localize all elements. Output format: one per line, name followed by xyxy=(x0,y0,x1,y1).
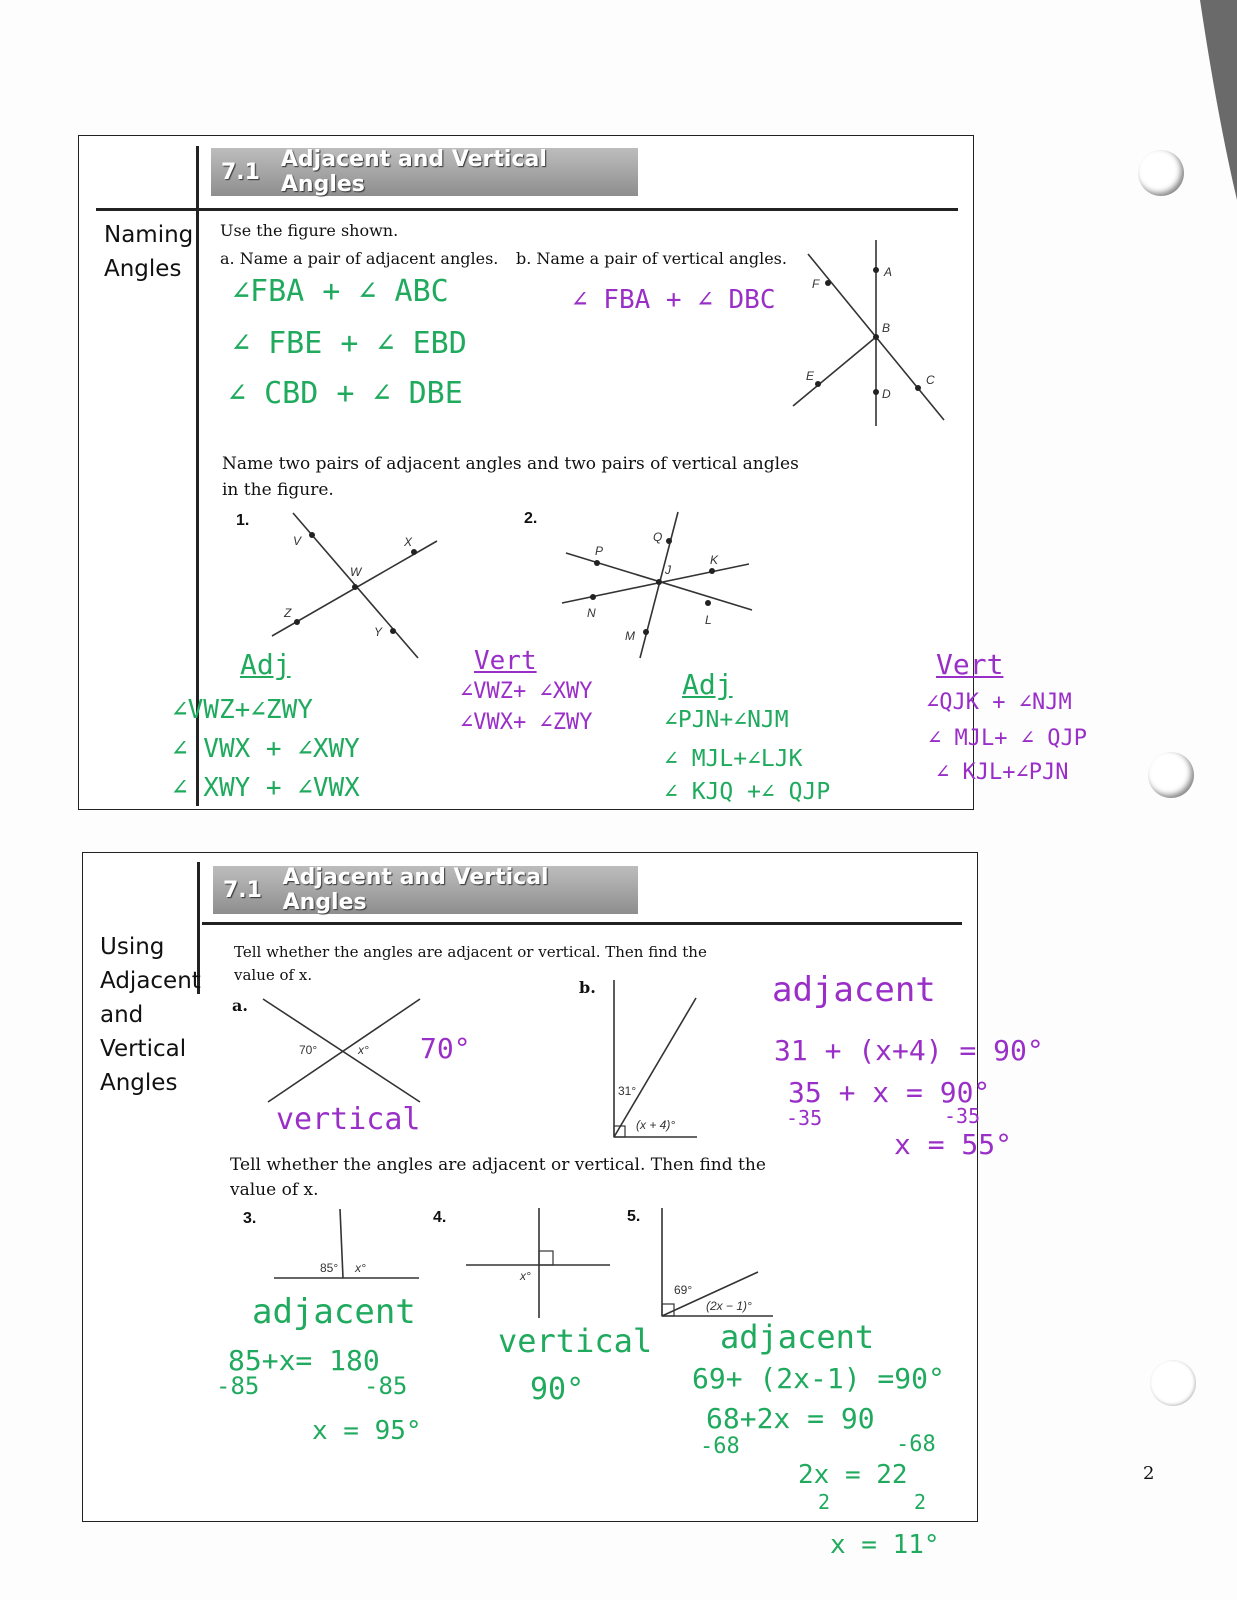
fig1-label: Y xyxy=(374,625,383,639)
side-label-line: Vertical xyxy=(100,1036,187,1062)
page-edge-shadow xyxy=(0,0,1,1)
ex2-vert-3: ∠ KJL+∠PJN xyxy=(936,760,1069,785)
part-b-text: b. Name a pair of vertical angles. xyxy=(516,249,787,268)
section2-banner-number: 7.1 xyxy=(223,877,262,903)
side-label-line: Angles xyxy=(100,1070,178,1096)
side-label-line: Naming xyxy=(104,222,194,248)
fig3-label: 85° xyxy=(320,1261,339,1275)
section2-prompt2-line-1: Tell whether the angles are adjacent or vertical. Then find the xyxy=(230,1155,766,1175)
example-b-work-1: 31 + (x+4) = 90° xyxy=(774,1034,1044,1067)
example-a-type: vertical xyxy=(276,1102,421,1137)
example-b-work-2: 35 + x = 90° xyxy=(788,1076,991,1109)
example-a-number: a. xyxy=(232,996,248,1015)
ex2-adj-title: Adj xyxy=(682,668,733,701)
section2-prompt-line-2: value of x. xyxy=(234,966,313,984)
fig2-label: M xyxy=(625,629,635,643)
prompt-line-1: Name two pairs of adjacent angles and two pairs of vertical angles xyxy=(222,454,799,474)
fig1-label: W xyxy=(350,565,362,579)
ex1-adj-2: ∠ VWX + ∠XWY xyxy=(172,734,360,764)
exercise-5-work-8: x = 11° xyxy=(830,1530,940,1560)
ex1-adj-title: Adj xyxy=(240,648,291,681)
example-b-work-5: x = 55° xyxy=(894,1128,1013,1161)
binder-hole-icon xyxy=(1148,752,1194,798)
example-b-type: adjacent xyxy=(772,970,936,1010)
section1-banner-title: Adjacent and Vertical Angles xyxy=(280,147,547,197)
fig2-label: P xyxy=(595,544,604,558)
exercise-3-number: 3. xyxy=(243,1210,257,1227)
section1-divider-horizontal xyxy=(96,208,958,211)
exercise-2-number: 2. xyxy=(524,510,538,527)
side-label-line: and xyxy=(100,1002,144,1028)
ex1-adj-3: ∠ XWY + ∠VWX xyxy=(172,773,360,803)
label-D: D xyxy=(882,387,891,401)
exercise-5-work-7: 2 xyxy=(914,1490,927,1514)
example-b-work-4: -35 xyxy=(944,1104,981,1128)
instruction-text: Use the figure shown. xyxy=(220,221,399,240)
prompt-line-2: in the figure. xyxy=(222,480,334,500)
ex1-vert-2: ∠VWX+ ∠ZWY xyxy=(460,710,593,735)
fig-a-label: x° xyxy=(358,1043,369,1057)
ex1-adj-1: ∠VWZ+∠ZWY xyxy=(172,695,313,725)
answer-a-3: ∠ CBD + ∠ DBE xyxy=(228,376,463,411)
label-F: F xyxy=(812,277,820,291)
exercise-5-work-5: 2x = 22 xyxy=(798,1460,908,1490)
label-B: B xyxy=(882,321,891,335)
fig1-label: X xyxy=(404,535,413,549)
answer-a-2: ∠ FBE + ∠ EBD xyxy=(232,326,467,361)
fig-a-label: 70° xyxy=(299,1043,318,1057)
fig2-label: L xyxy=(705,613,712,627)
exercise-3-work-2: -85 xyxy=(216,1372,260,1400)
example-a-value: 70° xyxy=(420,1032,471,1065)
side-label-line: Angles xyxy=(104,256,182,282)
exercise-4-type: vertical xyxy=(498,1322,653,1360)
section1-side-label xyxy=(104,218,193,286)
label-A: A xyxy=(884,265,893,279)
answer-b: ∠ FBA + ∠ DBC xyxy=(572,285,776,315)
fig2-label: K xyxy=(710,553,719,567)
section2-prompt-line-1: Tell whether the angles are adjacent or vertical. Then find the xyxy=(234,943,707,961)
exercise-4-number: 4. xyxy=(433,1209,447,1226)
exercise-1-number: 1. xyxy=(236,512,250,529)
fig4-label: x° xyxy=(520,1269,531,1283)
fig3-label: x° xyxy=(355,1261,366,1275)
answer-a-1: ∠FBA + ∠ ABC xyxy=(232,274,449,309)
fig5-label: 69° xyxy=(674,1283,693,1297)
exercise-3-work-1: 85+x= 180 xyxy=(228,1344,380,1377)
binder-hole-icon xyxy=(1150,1360,1196,1406)
fig-b-label: (x + 4)° xyxy=(636,1118,676,1132)
exercise-3-work-3: -85 xyxy=(364,1372,408,1400)
exercise-3-type: adjacent xyxy=(252,1292,416,1332)
section2-prompt2-line-2: value of x. xyxy=(230,1180,319,1200)
fig1-label: V xyxy=(293,534,302,548)
fig2-label: N xyxy=(587,606,596,620)
exercise-5-work-1: 69+ (2x-1) =90° xyxy=(692,1362,945,1395)
section2-side-label xyxy=(100,930,201,1100)
section2-banner xyxy=(213,866,638,914)
section2-divider-horizontal xyxy=(202,922,962,925)
ex2-vert-title: Vert xyxy=(936,648,1004,681)
exercise-5-type: adjacent xyxy=(720,1318,875,1356)
ex1-vert-title: Vert xyxy=(474,646,537,676)
page-number: 2 xyxy=(1143,1463,1155,1484)
fig2-label: Q xyxy=(653,530,663,544)
example-b-number: b. xyxy=(579,978,596,997)
section2-banner-title: Adjacent and Vertical Angles xyxy=(282,865,549,915)
fig-b-label: 31° xyxy=(618,1084,637,1098)
ex2-adj-3: ∠ KJQ +∠ QJP xyxy=(664,779,831,805)
exercise-5-number: 5. xyxy=(627,1208,641,1225)
part-a-text: a. Name a pair of adjacent angles. xyxy=(220,249,499,268)
side-label-line: Adjacent xyxy=(100,968,201,994)
exercise-3-work-4: x = 95° xyxy=(312,1416,422,1446)
exercise-5-work-2: 68+2x = 90 xyxy=(706,1402,875,1435)
exercise-4-value: 90° xyxy=(530,1372,585,1407)
label-E: E xyxy=(806,369,815,383)
fig5-label: (2x − 1)° xyxy=(706,1299,752,1313)
binder-hole-icon xyxy=(1138,150,1184,196)
fig2-label: J xyxy=(665,563,671,577)
ex1-vert-1: ∠VWZ+ ∠XWY xyxy=(460,679,593,704)
fig1-label: Z xyxy=(284,606,292,620)
exercise-5-work-3: -68 xyxy=(700,1434,740,1459)
section1-banner xyxy=(211,148,638,196)
ex2-vert-1: ∠QJK + ∠NJM xyxy=(926,690,1072,715)
ex2-adj-1: ∠PJN+∠NJM xyxy=(664,707,789,733)
label-C: C xyxy=(926,373,935,387)
ex2-vert-2: ∠ MJL+ ∠ QJP xyxy=(928,726,1087,751)
section1-banner-number: 7.1 xyxy=(221,159,260,185)
side-label-line: Using xyxy=(100,934,165,960)
example-b-work-3: -35 xyxy=(786,1106,823,1130)
exercise-5-work-6: 2 xyxy=(818,1490,831,1514)
exercise-5-work-4: -68 xyxy=(896,1432,936,1457)
ex2-adj-2: ∠ MJL+∠LJK xyxy=(664,746,803,772)
